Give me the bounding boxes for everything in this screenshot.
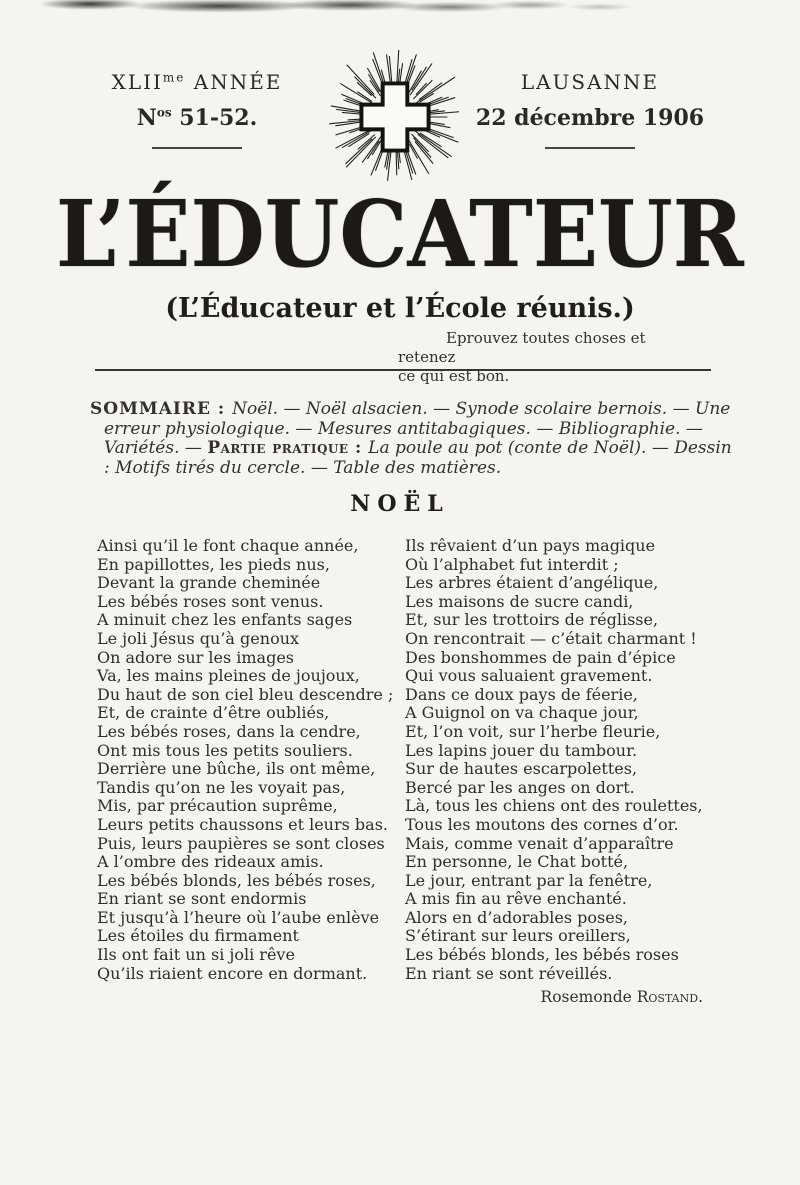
poem-line: Bercé par les anges on dort. [405,777,635,797]
divider-rule [152,147,242,149]
poem-line: Derrière une bûche, ils ont même, [97,759,376,779]
poem-line: Mis, par précaution suprême, [97,796,338,816]
poem-column-right [405,537,707,1007]
poem-line: Qui vous saluaient gravement. [405,666,653,686]
issue-number: $N^{os}$ 51-52. [136,105,258,131]
poem-line: Puis, leurs paupières se sont closes [97,833,385,853]
poem-line: On adore sur les images [97,647,295,667]
motto-line1: Eprouvez toutes choses et retenez [398,329,646,366]
poem-line: Et, l’on voit, sur l’herbe fleurie, [405,721,661,741]
sommaire [90,400,736,478]
poem-line: Ils ont fait un si joli rêve [97,945,295,965]
page-title: L’ÉDUCATEUR [56,180,744,288]
masthead-subtitle: (L’Éducateur et l’École réunis.) [165,293,635,324]
article-title: NOËL [350,491,450,517]
issue-info [92,70,302,149]
city-label: LAUSANNE [520,70,660,94]
poem-line: A minuit chez les enfants sages [97,610,353,630]
poem-line: S’étirant sur leurs oreillers, [405,926,631,946]
poem-line: Tous les moutons des cornes d’or. [405,814,679,834]
poem-line: Le joli Jésus qu’à genoux [97,628,300,648]
sommaire-items-1: Noël. — Noël alsacien. — Synode scolaire bernois. — Une erreur physiologique. — Mesures antitabagiques. — Bibliographie. — Variétés. — [104,399,731,458]
partie-pratique-label: Partie pratique : [207,438,369,458]
header-rule [95,369,711,371]
poem-line: En riant se sont réveillés. [405,963,613,983]
poem-line: En riant se sont endormis [97,889,307,909]
issue-year: $XLII^{me}$ ANNÉE [111,70,283,94]
poem-line: Alors en d’adorables poses, [405,907,629,927]
poem-line: Leurs petits chaussons et leurs bas. [97,814,388,834]
poem-line: Et jusqu’à l’heure où l’aube enlève [97,907,380,927]
poem-line: Là, tous les chiens ont des roulettes, [405,796,703,816]
poem-line: Ont mis tous les petits souliers. [97,740,353,760]
poem-line: On rencontrait — c’était charmant ! [405,628,697,648]
poem-line: Dans ce doux pays de féerie, [405,684,638,704]
author-signature [405,988,707,1007]
poem-line: Mais, comme venait d’apparaître [405,833,674,853]
poem-line: A l’ombre des rideaux amis. [97,852,324,872]
poem-line: Va, les mains pleines de joujoux, [97,666,360,686]
poem-line: Et, sur les trottoirs de réglisse, [405,610,659,630]
poem-line: Les bébés roses, dans la cendre, [97,721,361,741]
poem-column-left [97,537,399,983]
author-first-name: Rosemonde [540,988,637,1007]
author-last-name: Rostand. [636,988,703,1007]
issue-date: 22 décembre 1906 [475,105,705,131]
poem-line: A mis fin au rêve enchanté. [405,889,627,909]
poem-line: Sur de hautes escarpolettes, [405,759,638,779]
scan-artifact-top [30,0,650,17]
poem-line: Ainsi qu’il le font chaque année, [97,536,359,555]
poem-line: Les maisons de sucre candi, [405,591,634,611]
poem-line: Les arbres étaient d’angélique, [405,573,659,593]
poem-line: Du haut de son ciel bleu descendre ; [97,684,394,704]
masthead [0,180,800,288]
poem-line: Qu’ils riaient encore en dormant. [97,963,368,983]
swiss-cross-sunburst-icon [316,38,474,196]
poem-line: A Guignol on va chaque jour, [405,703,639,723]
poem-line: Des bonshommes de pain d’épice [405,647,676,667]
poem-line: Le jour, entrant par la fenêtre, [405,870,653,890]
poem-line: Les bébés blonds, les bébés roses, [97,870,376,890]
place-date-info [472,70,708,149]
poem-lines-right [405,537,707,983]
poem-line: En papillottes, les pieds nus, [97,554,330,574]
poem-line: Les lapins jouer du tambour. [405,740,638,760]
poem-line: En personne, le Chat botté, [405,852,629,872]
poem-line: Les bébés blonds, les bébés roses [405,945,679,965]
sommaire-items-2: La poule au pot (conte de Noël). — Dessin : Motifs tirés du cercle. — Table des matières. [104,438,732,478]
poem-line: Tandis qu’on ne les voyait pas, [97,777,346,797]
motto [398,329,683,386]
sommaire-label: SOMMAIRE : [90,399,233,419]
poem-line: Et, de crainte d’être oubliés, [97,703,330,723]
poem-line: Les bébés roses sont venus. [97,591,324,611]
poem-line: Devant la grande cheminée [97,573,321,593]
divider-rule [545,147,635,149]
poem-line: Ils rêvaient d’un pays magique [405,536,656,555]
poem-line: Les étoiles du firmament [97,926,299,946]
motto-line2: ce qui est bon. [398,367,510,385]
poem-line: Où l’alphabet fut interdit ; [405,554,619,574]
